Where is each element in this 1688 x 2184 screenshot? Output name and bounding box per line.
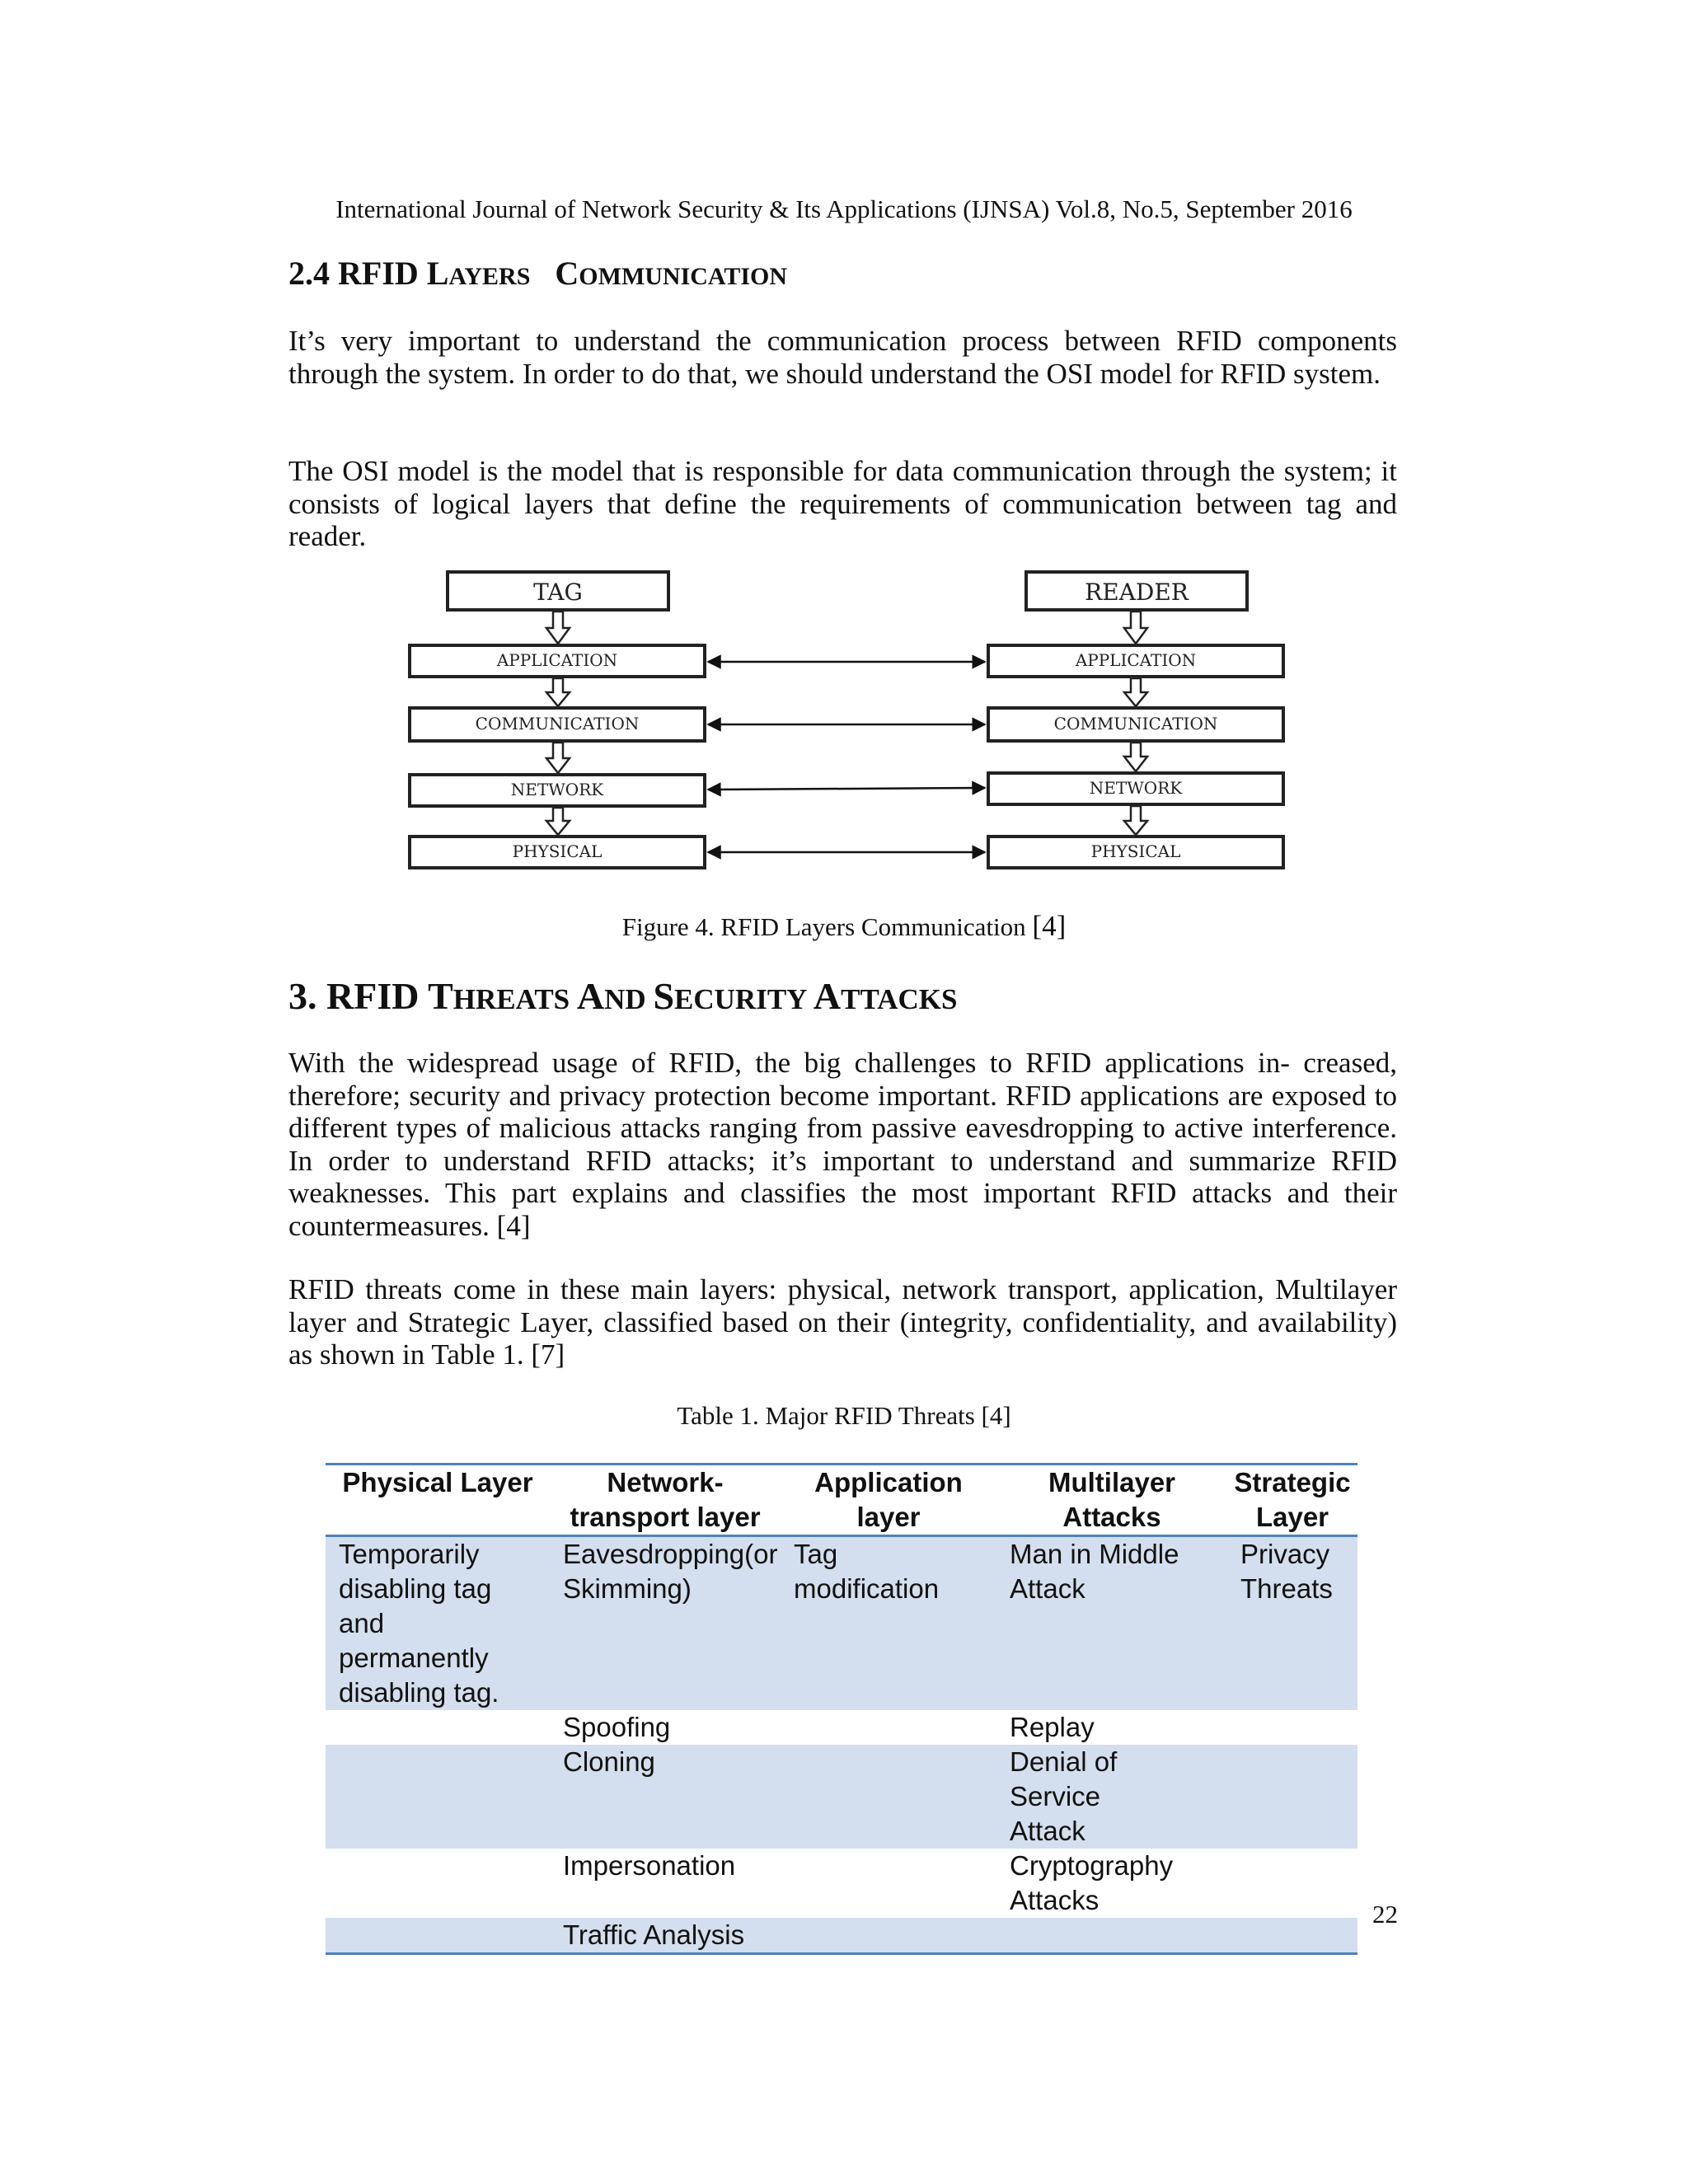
- down-arrow-icon: [1124, 612, 1147, 644]
- section-heading-3: 3. RFID THREATS AND SECURITY ATTACKS: [288, 975, 958, 1017]
- tag-layer-label: COMMUNICATION: [475, 714, 640, 733]
- paragraph-4: RFID threats come in these main layers: physical, network transport, application, Multilayer layer and Strategic Layer, classified based on their (integrity, confidentiality, and availability) as shown in Table 1. [7]: [288, 1273, 1397, 1371]
- table-cell: Eavesdropping(or Skimming): [563, 1539, 778, 1604]
- table-cell: [326, 1849, 550, 1918]
- figure-caption: Figure 4. RFID Layers Communication [4]: [621, 910, 1067, 942]
- table-cell: Denial of Service Attack: [1010, 1746, 1118, 1846]
- table-cell: Spoofing: [563, 1712, 671, 1742]
- column-header: Physical Layer: [342, 1467, 533, 1497]
- reader-layer-label: COMMUNICATION: [1053, 714, 1218, 733]
- reader-layer-label: PHYSICAL: [1090, 841, 1181, 861]
- table-cell: Tag modification: [794, 1539, 940, 1604]
- tag-layer-label: APPLICATION: [496, 650, 618, 670]
- journal-header: International Journal of Network Security & Its Applications (IJNSA) Vol.8, No.5, September 2016: [335, 194, 1353, 223]
- table-caption: Table 1. Major RFID Threats [4]: [677, 1401, 1011, 1430]
- table-cell: Temporarily disabling tag and permanently disabling tag.: [339, 1539, 499, 1708]
- table-cell: [1227, 1745, 1357, 1849]
- tag-layer-label: PHYSICAL: [512, 841, 603, 861]
- bidirectional-arrow-icon: [708, 788, 985, 790]
- table-cell: Man in Middle Attack: [1010, 1539, 1179, 1604]
- table-cell: Impersonation: [563, 1850, 736, 1881]
- table-cell: [326, 1918, 550, 1954]
- down-arrow-icon: [1124, 678, 1147, 706]
- table-cell: [781, 1918, 996, 1954]
- paragraph-3: With the widespread usage of RFID, the big challenges to RFID applications in- creased, therefore; security and privacy protection become important. RFID applications are exposed to different types of malicious attacks ranging from passive eavesdropping to active interference. In order to understand RFID attacks; it’s important to understand and summarize RFID weaknesses. This part explains and classifies the most important RFID attacks and their countermeasures. [4]: [288, 1047, 1397, 1242]
- paragraph-2: The OSI model is the model that is responsible for data communication through the system; it consists of logical layers that define the requirements of communication between tag and reader.: [288, 455, 1397, 552]
- table-cell: [781, 1849, 996, 1918]
- reader-layer-label: NETWORK: [1089, 778, 1183, 798]
- reader-label: READER: [1085, 579, 1189, 606]
- table-cell: Privacy Threats: [1240, 1539, 1333, 1604]
- down-arrow-icon: [546, 612, 570, 644]
- table-cell: Cryptography Attacks: [1010, 1850, 1174, 1915]
- table-cell: [781, 1745, 996, 1849]
- table-cell: [1227, 1849, 1357, 1918]
- column-header: Network- transport layer: [570, 1467, 761, 1532]
- table-cell: Traffic Analysis: [563, 1919, 745, 1950]
- tag-layer-label: NETWORK: [510, 780, 604, 799]
- table-header-row: [326, 1465, 1357, 1536]
- table-row: [326, 1918, 1357, 1954]
- table-cell: [1227, 1710, 1357, 1745]
- down-arrow-icon: [1124, 806, 1147, 835]
- table-cell: Cloning: [563, 1746, 655, 1777]
- page-number: 22: [1372, 1900, 1398, 1929]
- down-arrow-icon: [546, 678, 570, 706]
- paragraph-1: It’s very important to understand the communication process between RFID components through the system. In order to do that, we should understand the OSI model for RFID system.: [288, 325, 1397, 390]
- reader-layer-label: APPLICATION: [1075, 650, 1197, 670]
- column-header: Multilayer Attacks: [1048, 1467, 1176, 1532]
- threats-table: [326, 1463, 1357, 1955]
- section-heading-2-4: 2.4 RFID LAYERS COMMUNICATION: [288, 255, 788, 292]
- down-arrow-icon: [546, 743, 570, 773]
- table-row: [326, 1849, 1357, 1918]
- column-header: Strategic Layer: [1234, 1467, 1351, 1532]
- table-cell: [1227, 1918, 1357, 1954]
- table-cell: [326, 1710, 550, 1745]
- table-row: [326, 1710, 1357, 1745]
- table-cell: [996, 1918, 1227, 1954]
- table-cell: [781, 1710, 996, 1745]
- down-arrow-icon: [546, 808, 570, 835]
- table-cell: [326, 1745, 550, 1849]
- rfid-layers-diagram: [400, 564, 1290, 881]
- tag-label: TAG: [533, 579, 583, 606]
- down-arrow-icon: [1124, 743, 1147, 771]
- column-header: Application layer: [814, 1467, 963, 1532]
- table-row: [326, 1745, 1357, 1849]
- table-cell: Replay: [1010, 1712, 1095, 1742]
- table-row: [326, 1536, 1357, 1711]
